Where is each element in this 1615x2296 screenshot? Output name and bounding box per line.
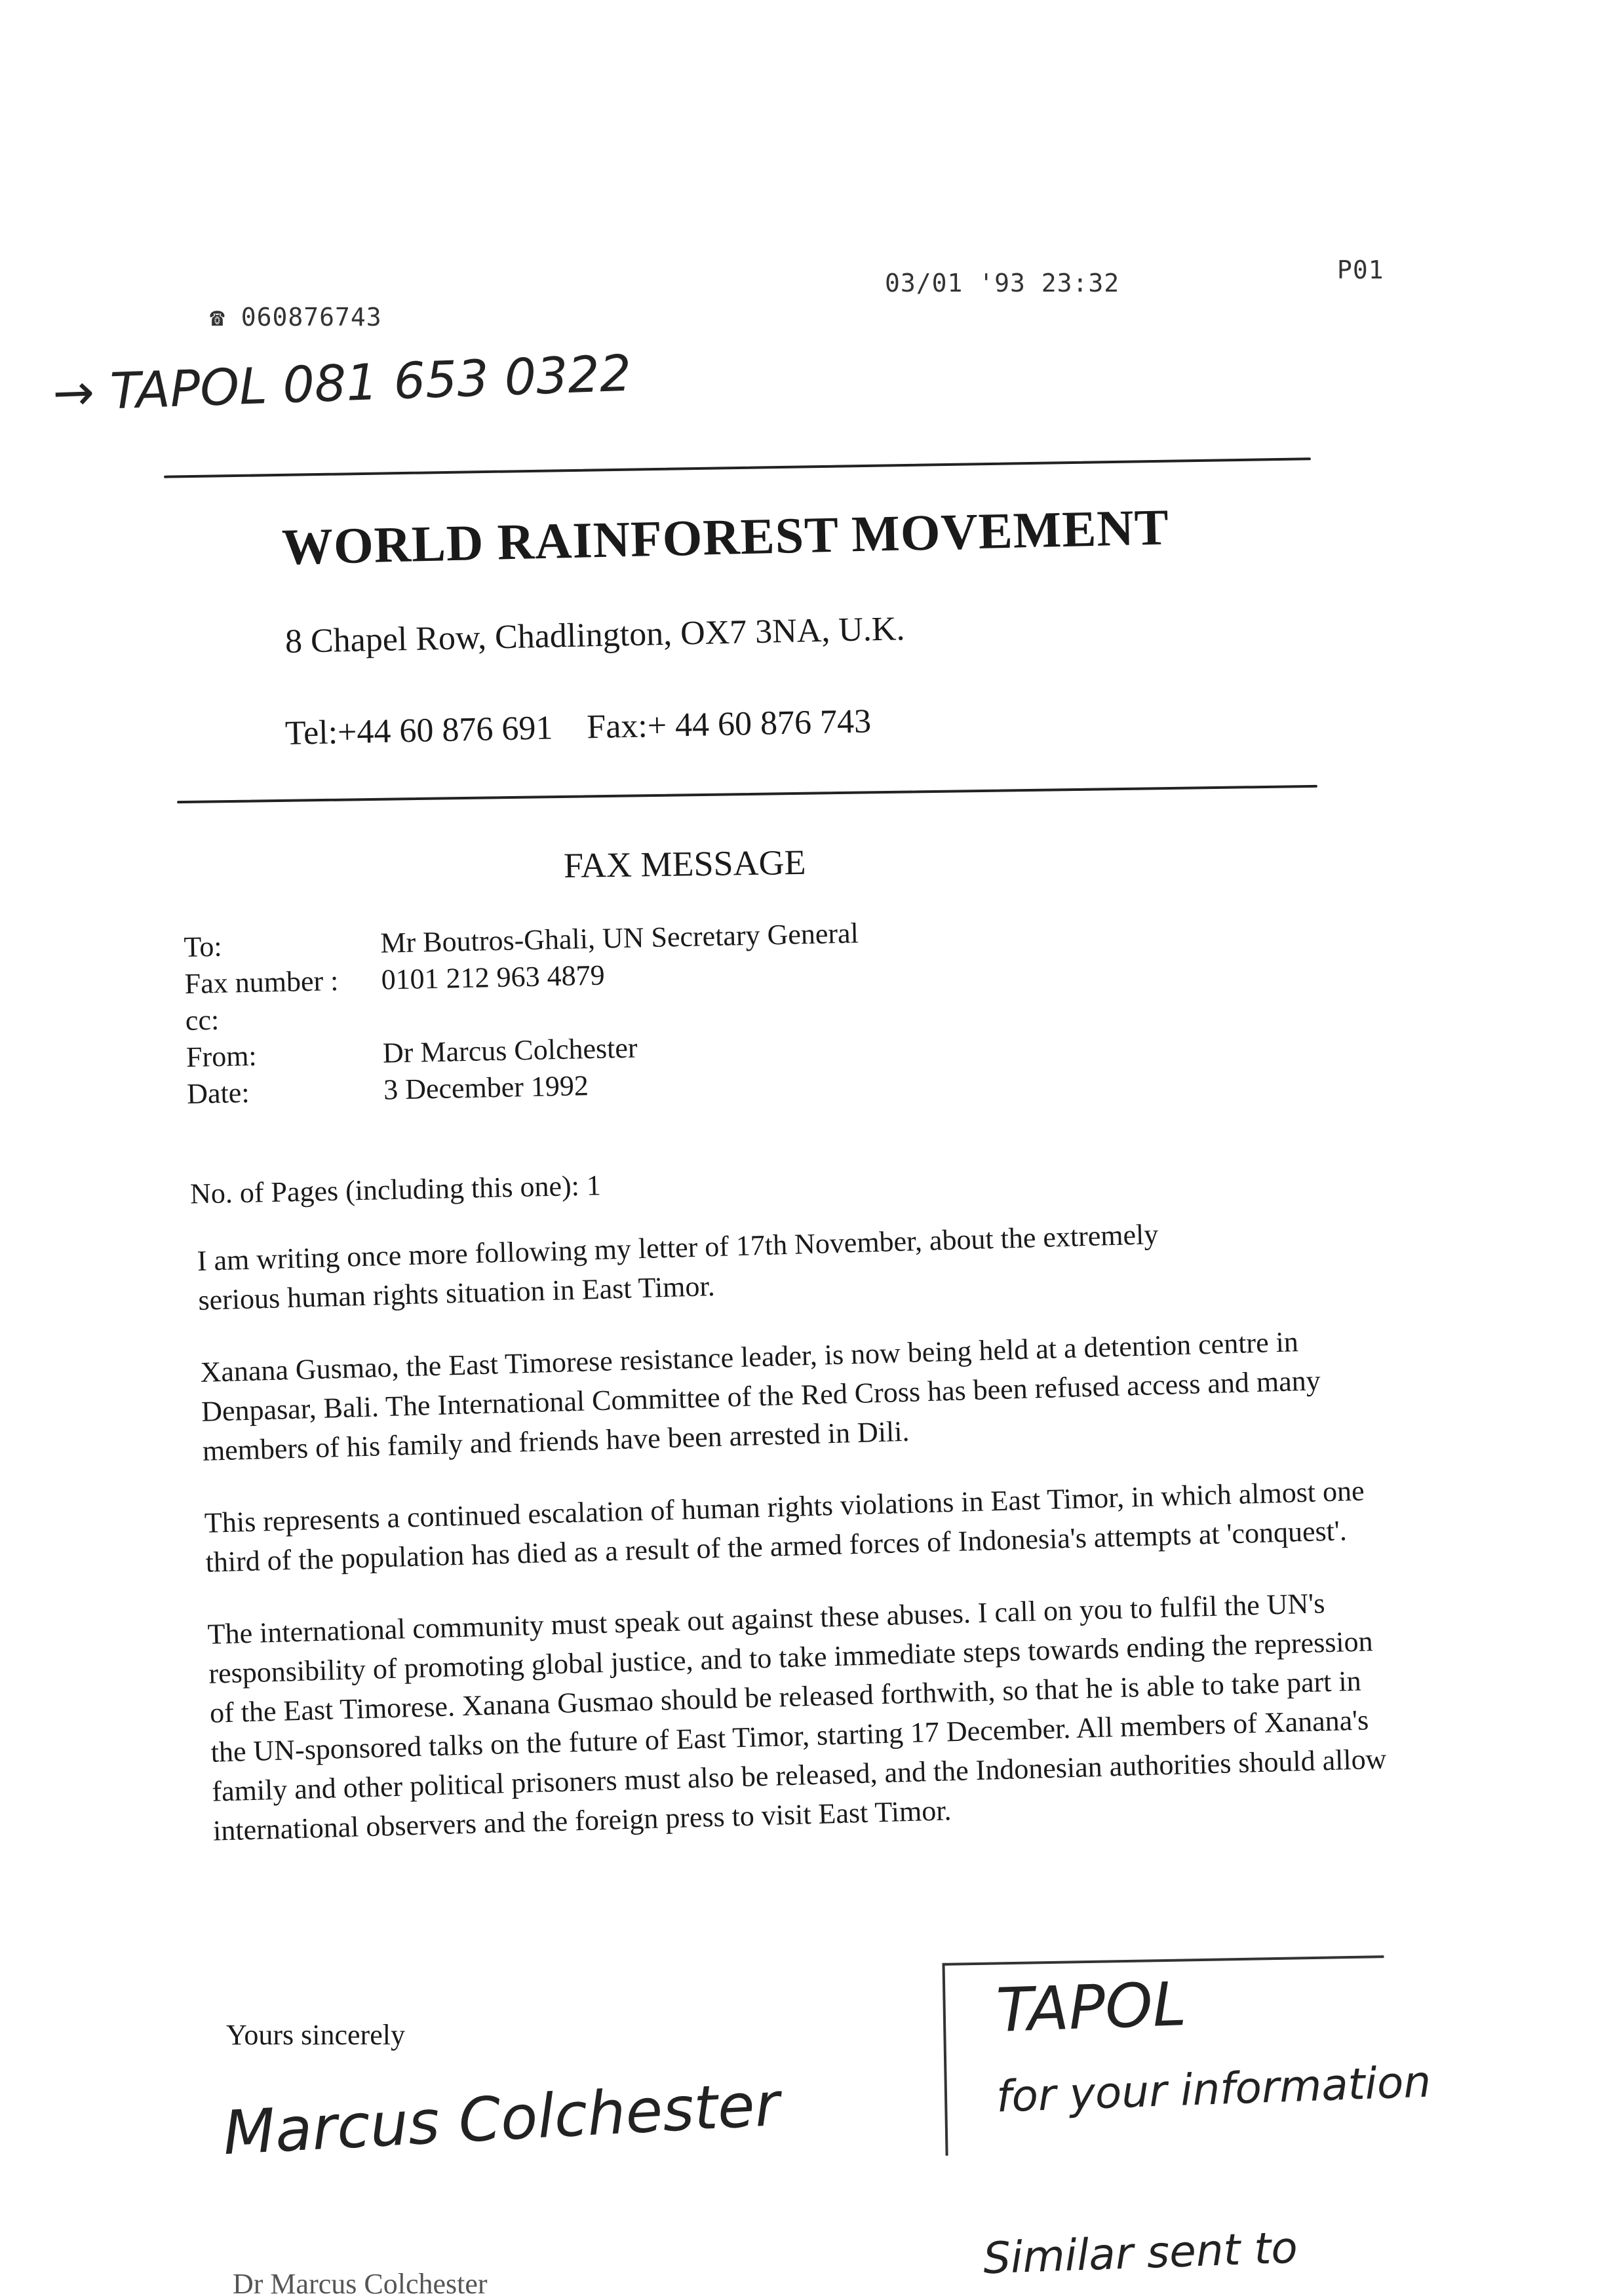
handwritten-bottom-note: Similar sent to — [982, 2222, 1298, 2284]
field-value-to: Mr Boutros-Ghali, UN Secretary General — [379, 917, 859, 959]
handwritten-box-line1: TAPOL — [995, 1968, 1188, 2046]
field-label-from: From: — [185, 1039, 258, 1073]
letterhead-top-rule — [164, 457, 1311, 478]
field-value-date: 3 December 1992 — [383, 1069, 589, 1106]
fax-header-phone: ☎ 060876743 — [210, 303, 382, 332]
handwritten-box-line2: for your information — [995, 2056, 1432, 2122]
phone-icon: ☎ — [210, 303, 241, 332]
body-paragraph-1: I am writing once more following my letter of 17th November, about the extremely serious human rights situation in East Timor. — [197, 1218, 1159, 1316]
letterhead-bottom-rule — [177, 785, 1317, 803]
fax-header-datetime: 03/01 '93 23:32 — [885, 269, 1120, 297]
field-value-from: Dr Marcus Colchester — [382, 1031, 638, 1069]
closing: Yours sincerely — [226, 2019, 405, 2051]
field-value-fax: 0101 212 963 4879 — [381, 959, 606, 996]
org-name: WORLD RAINFOREST MOVEMENT — [281, 498, 1170, 575]
fax-message-heading: FAX MESSAGE — [563, 842, 806, 885]
org-address: 8 Chapel Row, Chadlington, OX7 3NA, U.K. — [284, 610, 905, 660]
arrow-icon: → — [51, 362, 96, 423]
body-paragraph-2: Xanana Gusmao, the East Timorese resistance leader, is now being held at a detention centre in Denpasar, Bali. The International Committee of the Red Cross has been refused access and many members of his family and friends have been arrested in Dili. — [199, 1326, 1321, 1467]
fax-fields — [184, 916, 862, 1113]
pages-line: No. of Pages (including this one): 1 — [189, 1169, 602, 1210]
signer-name: Dr Marcus Colchester — [233, 2268, 488, 2296]
handwritten-signature: Marcus Colchester — [221, 2069, 781, 2169]
org-contact — [284, 702, 871, 753]
fax-header-page: P01 — [1337, 256, 1384, 284]
field-label-cc: cc: — [185, 1003, 220, 1037]
field-label-date: Date: — [186, 1076, 250, 1110]
letter-body — [197, 1209, 1394, 1884]
field-label-to: To: — [184, 930, 223, 963]
body-paragraph-3: This represents a continued escalation of human rights violations in East Timor, in which almost one third of the population has died as a result of the armed forces of Indonesia's attempts at 'conquest'. — [204, 1474, 1365, 1578]
body-paragraph-4: The international community must speak out against these abuses. I call on you to fulfil the UN's responsibility of promoting global justice, and to take immediate steps towards ending the repression of the East Timorese. Xanana Gusmao should be released forthwith, so that he is able to take part in the UN-sponsored talks on the future of East Timor, starting 17 December. All members of Xanana's family and other political prisoners must also be released, and the Indonesian authorities should allow international observers and the foreign press to visit East Timor. — [207, 1587, 1387, 1847]
field-label-fax: Fax number : — [184, 965, 339, 1000]
org-fax: Fax:+ 44 60 876 743 — [586, 702, 872, 746]
handwritten-routing-note: → TAPOL 081 653 0322 — [51, 343, 632, 423]
org-tel: Tel:+44 60 876 691 — [284, 709, 553, 752]
